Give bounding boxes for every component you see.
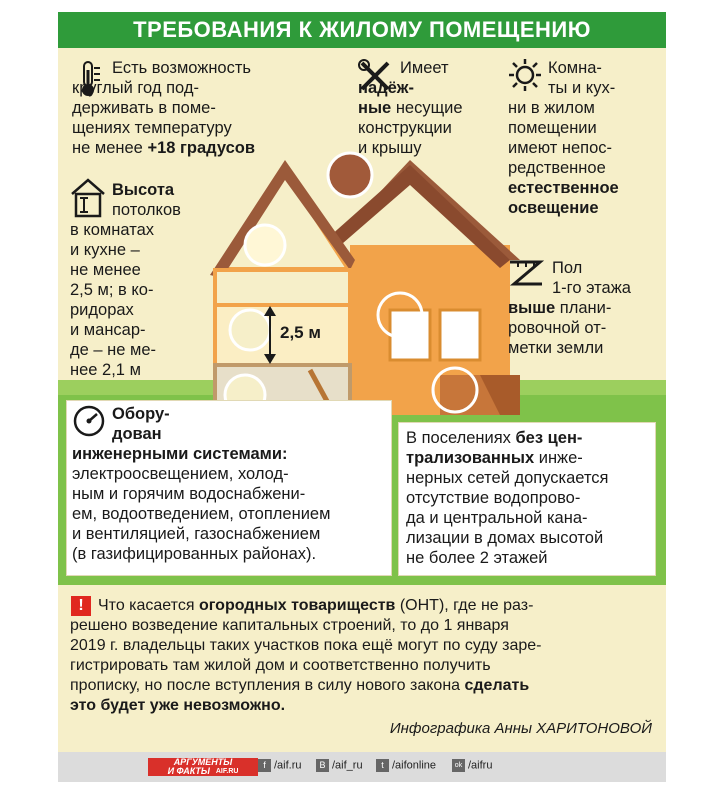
plant-circle: [245, 225, 285, 265]
height-text: [112, 180, 181, 220]
text-line: конструкции: [358, 119, 452, 137]
text-span: В поселениях: [406, 429, 516, 447]
text-span: несущие: [391, 99, 463, 117]
credit-text: Инфографика Анны ХАРИТОНОВОЙ: [389, 720, 652, 737]
text-span: надёж-: [358, 79, 414, 97]
link-text: /aif.ru: [274, 759, 302, 772]
text-span: естественное: [508, 179, 619, 197]
text-line: электроосвещением, холод-: [72, 465, 289, 483]
text-line: в комнатах: [70, 221, 154, 239]
text-span: трализованных: [406, 449, 535, 467]
structures-text-rest: [358, 78, 463, 158]
text-line: помещении: [508, 119, 597, 137]
link-text: /aifru: [468, 759, 493, 772]
engineering-text-rest: [72, 444, 330, 564]
aif-logo[interactable]: [148, 758, 258, 776]
text-line: и вентиляцией, газоснабжением: [72, 525, 321, 543]
text-line: нерных сетей допускается: [406, 469, 609, 487]
text-line: [70, 676, 541, 696]
text-line: ты и кух-: [548, 79, 616, 97]
text-line: и кухне –: [70, 241, 140, 259]
text-line: гистрировать там жилой дом и соответственно получить: [70, 657, 491, 674]
text-line: 1-го этажа: [552, 279, 631, 297]
logo-text: AIF.RU: [215, 768, 239, 775]
text-span: плани-: [555, 299, 612, 317]
roof-circle: [328, 153, 372, 197]
text-line: имеют непос-: [508, 139, 613, 157]
link-text: /aifonline: [392, 759, 437, 772]
twitter-link[interactable]: [376, 759, 436, 772]
text-line: решено возведение капитальных строений, то до 1 января: [70, 617, 509, 634]
text-span: Высота: [112, 181, 175, 199]
footer: [58, 752, 666, 782]
floor-2: [215, 270, 350, 305]
engineering-text: [112, 404, 170, 444]
text-line: круглый год под-: [72, 79, 199, 97]
text-span: (ОНТ), где не раз-: [395, 597, 534, 614]
text-line: потолков: [112, 201, 181, 219]
house-height-icon: [70, 178, 106, 218]
facebook-icon: f: [258, 759, 271, 772]
twitter-icon: t: [376, 759, 389, 772]
text-line: щениях температуру: [72, 119, 232, 137]
text-line: Есть возможность: [112, 59, 252, 77]
text-line: Комна-: [548, 59, 602, 77]
text-span: дован: [112, 425, 162, 443]
text-line: отсутствие водопрово-: [406, 489, 581, 507]
logo-row: [148, 767, 258, 776]
text-line: ным и горячим водоснабжени-: [72, 485, 306, 503]
text-line: не менее: [70, 261, 141, 279]
text-line: и мансар-: [70, 321, 146, 339]
text-line: [112, 424, 170, 444]
text-span: Что касается: [98, 597, 199, 614]
sun-icon: [508, 58, 542, 92]
light-text-rest: [508, 98, 619, 218]
text-line: [72, 138, 302, 158]
link-text: /aif_ru: [332, 759, 363, 772]
text-line: [70, 696, 541, 716]
text-line: лизации в домах высотой: [406, 529, 604, 547]
text-span: не менее: [72, 139, 148, 157]
temperature-text-rest: [72, 78, 302, 158]
odnoklassniki-icon: ok: [452, 759, 465, 772]
text-line: ем, водоотведением, отоплением: [72, 505, 331, 523]
text-span: выше: [508, 299, 556, 317]
ceiling-height-label: 2,5 м: [280, 323, 321, 342]
text-span: ные: [358, 99, 392, 117]
text-line: ровочной от-: [508, 319, 607, 337]
text-span: инженерными системами:: [72, 445, 288, 463]
text-line: [406, 428, 609, 448]
settlements-text: [406, 428, 609, 568]
text-span: без цен-: [515, 429, 583, 447]
odnoklassniki-link[interactable]: [452, 759, 492, 772]
text-span: это будет уже невозможно.: [70, 697, 286, 714]
text-line: [508, 178, 619, 198]
text-line: де – не ме-: [70, 341, 157, 359]
text-span: Обору-: [112, 405, 170, 423]
text-line: [406, 448, 609, 468]
text-line: да и центральной кана-: [406, 509, 588, 527]
text-line: Имеет: [400, 59, 449, 77]
text-span: освещение: [508, 199, 599, 217]
text-line: метки земли: [508, 339, 604, 357]
vk-link[interactable]: [316, 759, 363, 772]
text-line: 2019 г. владельцы таких участков пока ещё могут по суду заре-: [70, 637, 542, 654]
text-line: и крышу: [358, 139, 422, 157]
text-line: держивать в поме-: [72, 99, 216, 117]
text-span: сделать: [464, 677, 530, 694]
text-line: [508, 298, 611, 318]
ruler-icon: [508, 258, 544, 288]
facebook-link[interactable]: [258, 759, 302, 772]
logo-text: И ФАКТЫ: [167, 766, 210, 776]
text-line: не более 2 этажей: [406, 549, 548, 567]
gauge-icon: [72, 404, 106, 438]
text-line: нее 2,1 м: [70, 361, 141, 379]
text-line: Пол: [552, 259, 583, 277]
text-line: [112, 404, 170, 424]
text-line: 2,5 м; в ко-: [70, 281, 154, 299]
text-line: ни в жилом: [508, 99, 595, 117]
height-text-rest: [70, 220, 156, 380]
page-title: ТРЕБОВАНИЯ К ЖИЛОМУ ПОМЕЩЕНИЮ: [133, 17, 591, 42]
text-line: (в газифицированных районах).: [72, 545, 317, 563]
text-line: [72, 444, 330, 464]
text-span: огородных товариществ: [198, 597, 396, 614]
vk-icon: B: [316, 759, 329, 772]
text-line: [508, 198, 619, 218]
text-line: редственное: [508, 159, 606, 177]
temperature-text: [112, 58, 251, 78]
structures-text: [400, 58, 449, 78]
title-bar: [58, 12, 666, 48]
text-line: [112, 180, 181, 200]
window: [440, 310, 480, 360]
text-line: [358, 78, 463, 98]
floor-text-rest: [508, 298, 611, 358]
warning-icon: !: [71, 596, 91, 616]
text-line: [358, 98, 463, 118]
text-line: ридорах: [70, 301, 134, 319]
text-line: [70, 596, 541, 616]
logo-text: АРГУМЕНТЫ: [173, 757, 233, 767]
note-text: [70, 596, 541, 716]
temperature-value: +18 градусов: [147, 139, 255, 157]
light-text: [548, 58, 615, 98]
text-span: прописку, но после вступления в силу нового закона: [70, 677, 465, 694]
text-span: инже-: [534, 449, 583, 467]
floor-text: [552, 258, 631, 298]
